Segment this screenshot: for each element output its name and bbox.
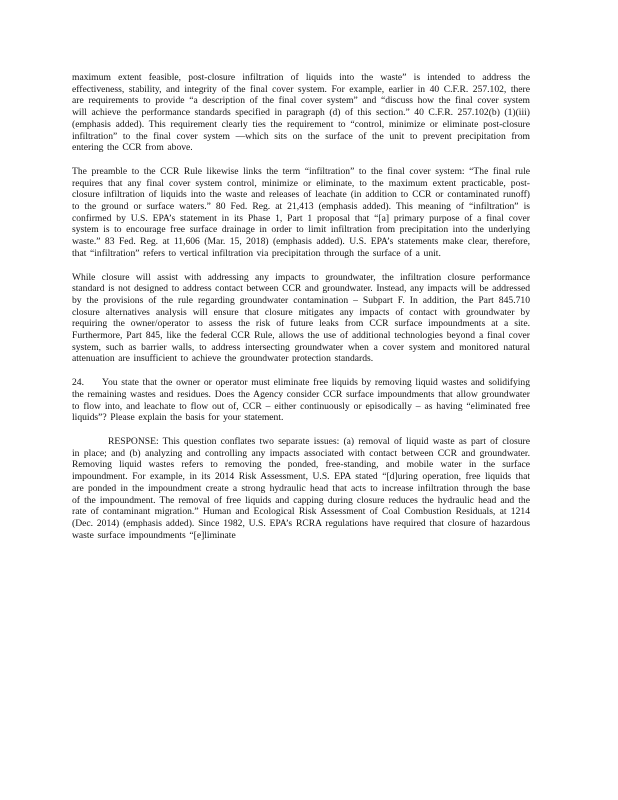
- paragraph-closure-groundwater: While closure will assist with addressing any impacts to groundwater, the infiltration closure performance standard is not designed to address contact between CCR and groundwater. Instead, any impacts will be addressed by the provisions of the rule regarding groundwater contamination – Subpart F. In addition, the Part 845.710 closure alternatives analysis will ensure that closure mitigates any impacts of contact with groundwater by requiring the owner/operator to assess the risk of future leaks from CCR surface impoundments at a site. Furthermore, Part 845, like the federal CCR Rule, allows the use of additional technologies beyond a final cover system, such as barrier walls, to address intersecting groundwater when a cover system and monitored natural attenuation are insufficient to achieve the groundwater protection standards.: [72, 271, 530, 365]
- paragraph-gap: [72, 424, 530, 436]
- paragraph-gap: [72, 365, 530, 377]
- question-number: 24.: [72, 377, 84, 389]
- paragraph-gap: [72, 154, 530, 166]
- response-paragraph: RESPONSE: This question conflates two separate issues: (a) removal of liquid waste as part of closure in place; and (b) analyzing and controlling any impacts associated with contact between CCR and groundwater. Removing liquid wastes refers to removing the ponded, free-standing, and mobile water in the surface impoundment. For example, in its 2014 Risk Assessment, U.S. EPA stated “[d]uring operation, free liquids that are ponded in the impoundment create a strong hydraulic head that acts to increase infiltration through the base of the impoundment. The removal of free liquids and capping during closure reduces the hydraulic head and the rate of contaminant migration.” Human and Ecological Risk Assessment of Coal Combustion Residuals, at 1214 (Dec. 2014) (emphasis added). Since 1982, U.S. EPA’s RCRA regulations have required that closure of hazardous waste surface impoundments “[e]liminate: [72, 435, 530, 541]
- question-24: [72, 377, 530, 424]
- question-text: You state that the owner or operator must eliminate free liquids by removing liquid wastes and solidifying the remaining wastes and residues. Does the Agency consider CCR surface impoundments that allow groundwater to flow into, and leachate to flow out of, CCR – either continuously or episodically – as having “eliminated free liquids”? Please explain the basis for your statement.: [72, 377, 530, 424]
- paragraph-preamble: The preamble to the CCR Rule likewise links the term “infiltration” to the final cover system: “The final rule requires that any final cover system control, minimize or eliminate, to the maximum extent practicable, post-closure infiltration of liquids into the waste and releases of leachate (in addition to CCR or contaminated runoff) to the ground or surface waters.” 80 Fed. Reg. at 21,413 (emphasis added). This meaning of “infiltration” is confirmed by U.S. EPA’s statement in its Phase 1, Part 1 proposal that “[a] primary purpose of a final cover system is to encourage free surface drainage in order to limit infiltration from precipitation into the underlying waste.” 83 Fed. Reg. at 11,606 (Mar. 15, 2018) (emphasis added). U.S. EPA’s statements make clear, therefore, that “infiltration” refers to vertical infiltration via precipitation through the surface of a unit.: [72, 165, 530, 259]
- document-page: [72, 72, 530, 541]
- paragraph-final-cover: maximum extent feasible, post-closure infiltration of liquids into the waste” is intended to address the effectiveness, stability, and integrity of the final cover system. For example, earlier in 40 C.F.R. 257.102, there are requirements to provide “a description of the final cover system” and “discuss how the final cover system will achieve the performance standards specified in paragraph (d) of this section.” 40 C.F.R. 257.102(b) (1)(iii) (emphasis added). This requirement clearly ties the requirement to “control, minimize or eliminate post-closure infiltration” to the final cover system —which sits on the surface of the unit to prevent precipitation from entering the CCR from above.: [72, 72, 530, 154]
- paragraph-gap: [72, 260, 530, 272]
